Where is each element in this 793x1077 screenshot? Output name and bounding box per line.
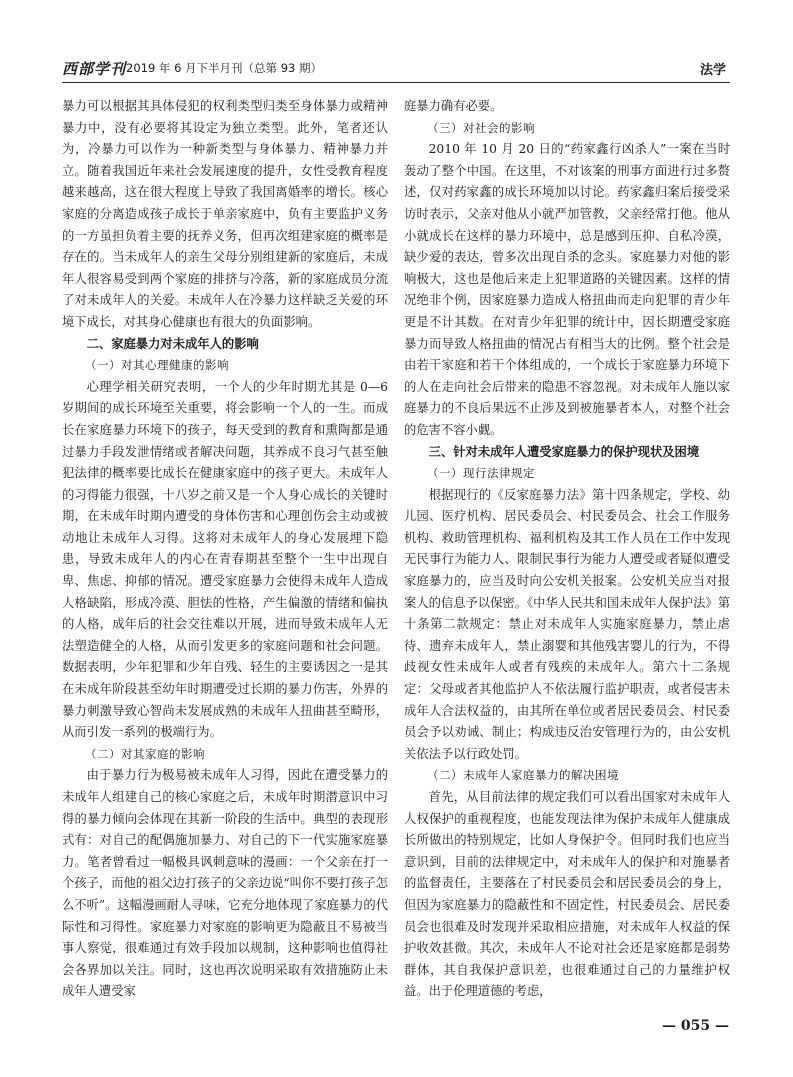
paragraph: 庭暴力确有必要。 (404, 99, 503, 113)
paragraph: 首先，从目前法律的规定我们可以看出国家对未成年人人权保护的重视程度，也能发现法律为保护未成年人健康成长所做出的特别规定，比如人身保护令。但同时我们也应当意识到，目前的法律规定中，对未成年人的保护和对施暴者的监督责任，主要落在了村民委员会和居民委员会的身上，但因为家庭暴力的隐蔽性和不固定性，村民委员会、居民委员会也很难及时发现并采取相应措施，对未成年人权益的保护收效甚微。其次，未成年人不论对社会还是家庭都是弱势群体，其自我保护意识差，也很难通过自己的力量维护权益。出于伦理道德的考虑， (404, 790, 730, 999)
page-header (62, 56, 730, 83)
paragraph: 由于暴力行为极易被未成年人习得，因此在遭受暴力的未成年人组建自己的核心家庭之后，未成年时期潜意识中习得的暴力倾向会体现在其新一阶段的生活中。典型的表现形式有：对自己的配偶施加暴力、对自己的下一代实施家庭暴力。笔者曾看过一幅极具讽刺意味的漫画：一个父亲在打一个孩子，而他的祖父边打孩子的父亲边说“叫你不要打孩子怎么不听”。这幅漫画耐人寻味，它充分地体现了家庭暴力的代际性和习得性。家庭暴力对家庭的影响更为隐蔽且不易被当事人察觉，很难通过有效手段加以规制，这种影响也值得社会各界加以关注。同时，这也再次说明采取有效措施防止未成年人遭受家 (62, 768, 389, 999)
subsection-heading: （一）现行法律规定 (427, 466, 535, 481)
paragraph: 暴力可以根据其具体侵犯的权利类型归类至身体暴力或精神暴力中，没有必要将其设定为独立类型。此外，笔者还认为，冷暴力可以作为一种新类型与身体暴力、精神暴力并立。随着我国近年来社会发展速度的提升，女性受教育程度越来越高，这在很大程度上导致了我国离婚率的增长。核心家庭的分离造成孩子成长于单亲家庭中，负有主要监护义务的一方虽担负着主要的抚养义务，但再次组建家庭的概率是存在的。当未成年人的亲生父母分别组建新的家庭后，未成年人很容易受到两个家庭的排挤与冷落，新的家庭成员分流了对未成年人的关爱。未成年人在冷暴力这样缺乏关爱的环境下成长，对其身心健康也有很大的负面影响。 (62, 99, 388, 329)
paragraph: 根据现行的《反家庭暴力法》第十四条规定，学校、幼儿园、医疗机构、居民委员会、村民委员会、社会工作服务机构、救助管理机构、福利机构及其工作人员在工作中发现无民事行为能力人、限制民事行为能力人遭受或者疑似遭受家庭暴力的，应当及时向公安机关报案。公安机关应当对报案人的信息予以保密。《中华人民共和国未成年人保护法》第十条第二款规定：禁止对未成年人实施家庭暴力，禁止虐待、遗弃未成年人，禁止溺婴和其他残害婴儿的行为，不得歧视女性未成年人或者有残疾的未成年人。第六十二条规定：父母或者其他监护人不依法履行监护职责，或者侵害未成年人合法权益的，由其所在单位或者居民委员会、村民委员会予以劝诫、制止；构成违反治安管理行为的，由公安机关依法予以行政处罚。 (404, 487, 730, 761)
subsection-heading: （二）对其家庭的影响 (85, 746, 205, 761)
left-column (62, 96, 388, 1003)
subsection-heading: （一）对其心理健康的影响 (85, 358, 229, 373)
subsection-heading: （二）未成年人家庭暴力的解决困境 (427, 768, 619, 783)
paragraph: 心理学相关研究表明，一个人的少年时期尤其是 0—6 岁期间的成长环境至关重要，将会影响一个人的一生。而成长在家庭暴力环境下的孩子，每天受到的教育和熏陶都是通过暴力手段发泄情绪或者解决问题，其养成不良习气甚至触犯法律的概率要比成长在健康家庭中的孩子更大。未成年人的习得能力很强，十八岁之前又是一个人身心成长的关键时期，在未成年时期内遭受的身体伤害和心理创伤会主动或被动地让未成年人习得。这将对未成年人的身心发展埋下隐患，导致未成年人的内心在青春期甚至整个一生中出现自卑、焦虑、抑郁的情况。遭受家庭暴力会使得未成年人造成人格缺陷，形成冷漠、胆怯的性格，产生偏激的情绪和偏执的人格，成年后的社会交往难以开展，进而导致未成年人无法塑造健全的人格，从而引发更多的家庭问题和社会问题。数据表明，少年犯罪和少年自残、轻生的主要诱因之一是其在未成年阶段甚至幼年时期遭受过长期的暴力伤害，外界的暴力刺激导致心智尚未发展成熟的未成年人扭曲甚至畸形，从而引发一系列的极端行为。 (62, 379, 388, 740)
right-column (404, 96, 730, 1003)
section-label: 法学 (699, 63, 726, 78)
paragraph: 2010 年 10 月 20 日的“药家鑫行凶杀人”一案在当时轰动了整个中国。在这里，不对该案的刑事方面进行过多赘述，仅对药家鑫的成长环境加以讨论。药家鑫归案后接受采访时表示，父亲对他从小就严加管教，父亲经常打他。他从小就成长在这样的暴力环境中，总是感到压抑、自私冷漠，缺少爱的表达，曾多次出现自杀的念头。家庭暴力对他的影响极大，这也是他后来走上犯罪道路的关键因素。这样的情况绝非个例，因家庭暴力造成人格扭曲而走向犯罪的青少年更是不计其数。在对青少年犯罪的统计中，因长期遭受家庭暴力而导致人格扭曲的情况占有相当大的比例。整个社会是由若干家庭和若干个体组成的，一个成长于家庭暴力环境下的人在走向社会后带来的隐患不容忽视。对未成年人施以家庭暴力的不良后果远不止涉及到被施暴者本人，对整个社会的危害不容小觑。 (404, 142, 730, 437)
section-heading: 二、家庭暴力对未成年人的影响 (86, 336, 259, 351)
page-number: — 055 — (662, 1018, 729, 1034)
issue-info: 2019 年 6 月下半月刊（总第 93 期） (126, 61, 322, 75)
section-heading: 三、针对未成年人遭受家庭暴力的保护现状及困境 (428, 444, 700, 459)
subsection-heading: （三）对社会的影响 (427, 120, 535, 135)
journal-logo: 西部学刊 (62, 60, 127, 78)
